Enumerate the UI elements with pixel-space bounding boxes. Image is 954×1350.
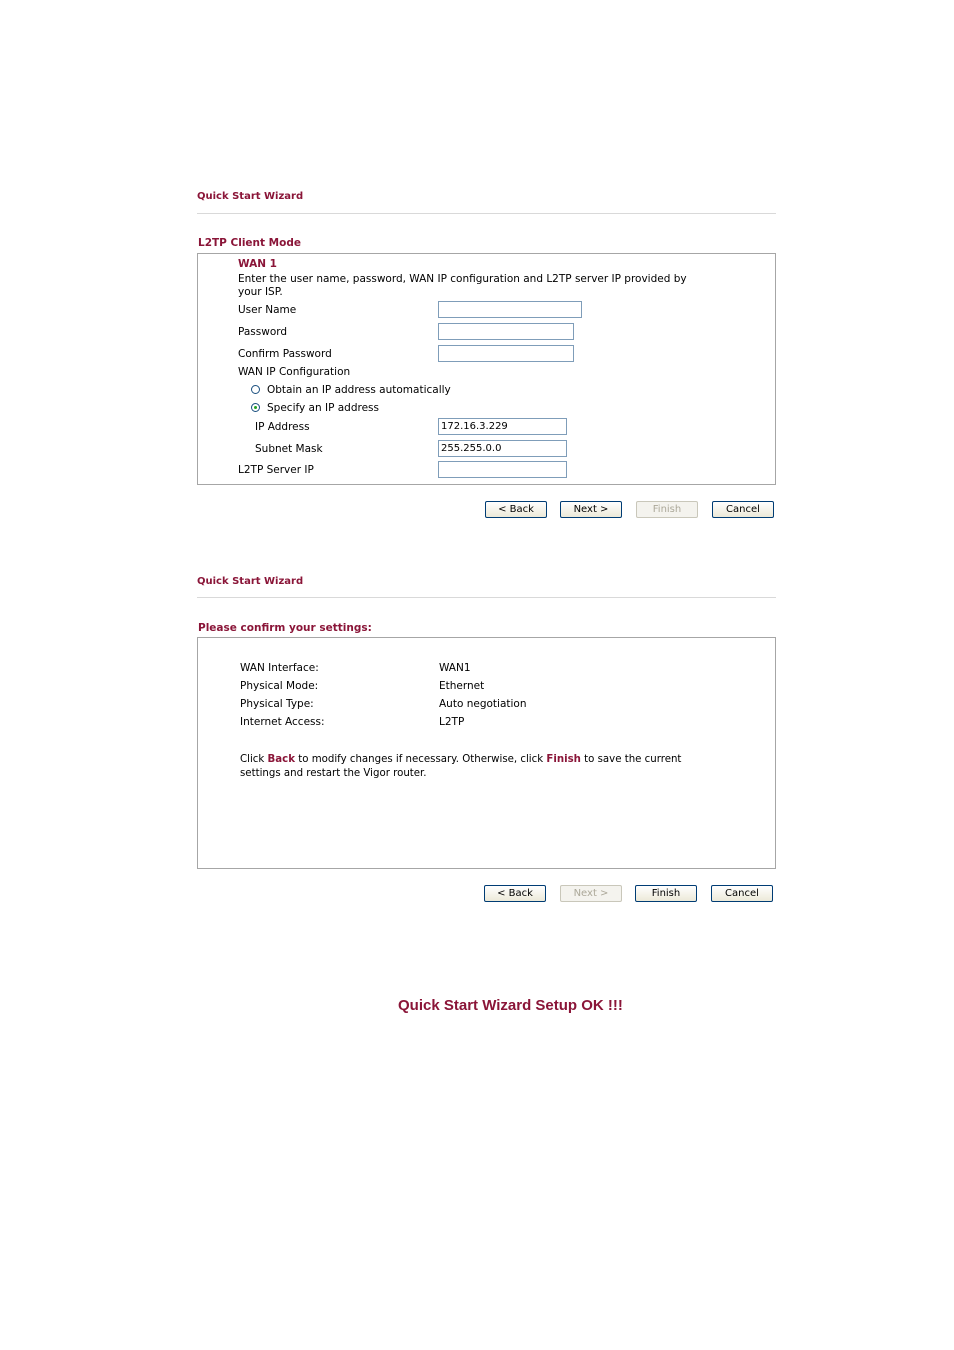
- specify-ip-radio[interactable]: [251, 403, 260, 412]
- wizard1-title: Quick Start Wizard: [197, 191, 304, 202]
- wizard2-section-title: Please confirm your settings:: [198, 622, 372, 634]
- note-back-word: Back: [267, 754, 295, 765]
- intro-text-line1: Enter the user name, password, WAN IP configuration and L2TP server IP provided by: [238, 273, 687, 285]
- confirm-password-input[interactable]: [438, 345, 574, 362]
- summary-value-internet-access: L2TP: [439, 716, 465, 728]
- wizard1-section-title: L2TP Client Mode: [198, 237, 301, 249]
- confirm-note-line2: settings and restart the Vigor router.: [240, 768, 427, 779]
- wizard2-next-button[interactable]: Next >: [560, 885, 622, 902]
- note-click: Click: [240, 754, 265, 765]
- password-input[interactable]: [438, 323, 574, 340]
- note-finish-word: Finish: [546, 754, 581, 765]
- wizard2-cancel-button[interactable]: Cancel: [711, 885, 773, 902]
- summary-label-wan-interface: WAN Interface:: [240, 662, 319, 674]
- note-end: to save the current: [584, 754, 682, 765]
- wizard2-divider: [197, 597, 776, 598]
- wizard1-finish-button[interactable]: Finish: [636, 501, 698, 518]
- summary-value-physical-mode: Ethernet: [439, 680, 485, 692]
- summary-value-wan-interface: WAN1: [439, 662, 471, 674]
- wizard2-panel: [197, 637, 776, 869]
- l2tp-server-ip-input[interactable]: [438, 461, 567, 478]
- ip-address-label: IP Address: [255, 421, 310, 433]
- summary-label-physical-type: Physical Type:: [240, 698, 314, 710]
- password-label: Password: [238, 326, 288, 338]
- wizard1-next-button[interactable]: Next >: [560, 501, 622, 518]
- wan-ip-config-label: WAN IP Configuration: [238, 366, 351, 378]
- user-name-label: User Name: [238, 304, 297, 316]
- summary-value-physical-type: Auto negotiation: [439, 698, 527, 710]
- wan-label: WAN 1: [238, 258, 277, 270]
- setup-ok-message: Quick Start Wizard Setup OK !!!: [398, 997, 623, 1014]
- summary-label-internet-access: Internet Access:: [240, 716, 325, 728]
- wizard2-finish-button[interactable]: Finish: [635, 885, 697, 902]
- wizard1-cancel-button[interactable]: Cancel: [712, 501, 774, 518]
- wizard2-back-button[interactable]: < Back: [484, 885, 546, 902]
- wizard1-back-button[interactable]: < Back: [485, 501, 547, 518]
- ip-address-input[interactable]: 172.16.3.229: [438, 418, 567, 435]
- note-mid: to modify changes if necessary. Otherwise, click: [298, 754, 544, 765]
- wizard2-title: Quick Start Wizard: [197, 576, 304, 587]
- summary-label-physical-mode: Physical Mode:: [240, 680, 319, 692]
- intro-text-line2: your ISP.: [238, 286, 283, 298]
- user-name-input[interactable]: [438, 301, 582, 318]
- specify-ip-label: Specify an IP address: [267, 402, 379, 414]
- confirm-password-label: Confirm Password: [238, 348, 332, 360]
- obtain-auto-label: Obtain an IP address automatically: [267, 384, 451, 396]
- wizard1-panel: [197, 253, 776, 485]
- wizard1-divider: [197, 213, 776, 214]
- obtain-auto-radio[interactable]: [251, 385, 260, 394]
- subnet-mask-label: Subnet Mask: [255, 443, 323, 455]
- subnet-mask-input[interactable]: 255.255.0.0: [438, 440, 567, 457]
- confirm-note-line1: [240, 753, 681, 766]
- l2tp-server-ip-label: L2TP Server IP: [238, 464, 314, 476]
